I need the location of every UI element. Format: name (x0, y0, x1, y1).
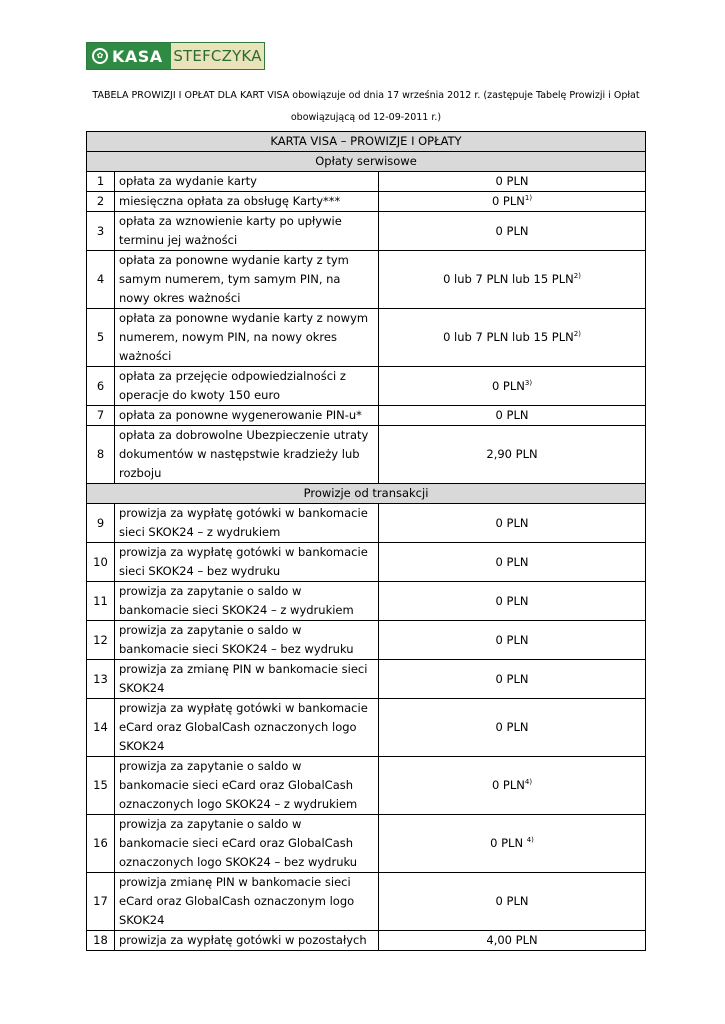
row-value-cell (379, 815, 646, 873)
row-description: opłata za dobrowolne Ubezpieczenie utraty dokumentów w następstwie kradzieży lub rozboju (115, 426, 379, 484)
row-value-cell (379, 543, 646, 582)
row-description: prowizja zmianę PIN w bankomacie sieci eCard oraz GlobalCash oznaczonym logo SKOK24 (115, 873, 379, 931)
row-value-cell (379, 699, 646, 757)
row-number: 11 (87, 582, 115, 621)
row-description: miesięczna opłata za obsługę Karty*** (115, 192, 379, 212)
row-value-cell (379, 212, 646, 251)
row-number: 1 (87, 172, 115, 192)
row-number: 7 (87, 406, 115, 426)
table-row (87, 172, 646, 192)
table-row (87, 309, 646, 367)
footnote-marker: 4) (524, 778, 533, 787)
table-row (87, 815, 646, 873)
row-number: 12 (87, 621, 115, 660)
row-number: 17 (87, 873, 115, 931)
table-row (87, 251, 646, 309)
emblem-icon: ✿ (92, 48, 108, 64)
table-title-row (87, 132, 646, 152)
table-row (87, 504, 646, 543)
row-description: prowizja za zapytanie o saldo w bankomacie sieci SKOK24 – bez wydruku (115, 621, 379, 660)
table-row (87, 192, 646, 212)
section-header-row (87, 152, 646, 172)
row-number: 6 (87, 367, 115, 406)
logo-kasa-text: KASA (112, 46, 163, 66)
row-description: opłata za przejęcie odpowiedzialności z operacje do kwoty 150 euro (115, 367, 379, 406)
section-header-service-fees: Opłaty serwisowe (87, 152, 646, 172)
footnote-marker: 1) (524, 194, 533, 203)
logo-green-part (87, 43, 171, 69)
intro-line-1: TABELA PROWIZJI I OPŁAT DLA KART VISA obowiązuje od dnia 17 września 2012 r. (zastępuje Tabelę Prowizji i Opłat (92, 90, 640, 101)
row-number: 2 (87, 192, 115, 212)
row-number: 18 (87, 931, 115, 951)
table-row (87, 873, 646, 931)
row-value: 0 PLN (495, 593, 529, 608)
fees-table (86, 131, 646, 951)
row-value-cell (379, 192, 646, 212)
row-value: 0 PLN (495, 223, 529, 238)
intro-line-2: obowiązującą od 12-09-2011 r.) (290, 112, 442, 123)
footnote-marker: 4) (526, 836, 534, 845)
row-value: 0 PLN (495, 720, 529, 734)
row-value-cell (379, 367, 646, 406)
row-value-cell (379, 251, 646, 309)
row-value: 0 PLN (491, 194, 525, 208)
row-number: 13 (87, 660, 115, 699)
row-number: 8 (87, 426, 115, 484)
row-number: 10 (87, 543, 115, 582)
row-value: 0 PLN (491, 778, 525, 792)
logo-stefczyka-text: STEFCZYKA (171, 43, 264, 69)
table-title: KARTA VISA – PROWIZJE I OPŁATY (87, 132, 646, 152)
row-value: 0 PLN (495, 632, 529, 647)
section-header-transaction-fees: Prowizje od transakcji (87, 484, 646, 504)
row-value: 0 lub 7 PLN lub 15 PLN (443, 272, 574, 286)
table-row (87, 426, 646, 484)
table-row (87, 757, 646, 815)
row-number: 16 (87, 815, 115, 873)
row-value-cell (379, 582, 646, 621)
table-row (87, 582, 646, 621)
row-value: 0 PLN (495, 554, 529, 569)
row-value-cell (379, 621, 646, 660)
kasa-stefczyka-logo (86, 42, 265, 70)
row-value: 0 PLN (495, 671, 529, 686)
table-row (87, 543, 646, 582)
row-value-cell (379, 504, 646, 543)
row-number: 9 (87, 504, 115, 543)
table-row (87, 931, 646, 951)
row-value: 0 PLN (495, 408, 529, 422)
row-value-cell (379, 931, 646, 951)
row-value: 4,00 PLN (486, 933, 538, 947)
row-value: 0 PLN (491, 378, 525, 393)
row-description: opłata za wznowienie karty po upływie terminu jej ważności (115, 212, 379, 251)
footnote-marker: 3) (524, 378, 533, 387)
row-description: prowizja za wypłatę gotówki w bankomacie eCard oraz GlobalCash oznaczonych logo SKOK24 (115, 699, 379, 757)
row-description: opłata za ponowne wygenerowanie PIN-u* (115, 406, 379, 426)
row-description: prowizja za zapytanie o saldo w bankomacie sieci eCard oraz GlobalCash oznaczonych logo SKOK24 – z wydrukiem (115, 757, 379, 815)
row-number: 14 (87, 699, 115, 757)
row-value: 0 PLN (495, 894, 529, 908)
table-row (87, 406, 646, 426)
table-row (87, 699, 646, 757)
row-number: 3 (87, 212, 115, 251)
row-value-cell (379, 406, 646, 426)
footnote-marker: 2) (573, 330, 581, 339)
section-header-row (87, 484, 646, 504)
row-number: 15 (87, 757, 115, 815)
row-value-cell (379, 757, 646, 815)
row-description: opłata za ponowne wydanie karty z tym samym numerem, tym samym PIN, na nowy okres ważności (115, 251, 379, 309)
row-description: opłata za ponowne wydanie karty z nowym numerem, nowym PIN, na nowy okres ważności (115, 309, 379, 367)
row-value-cell (379, 660, 646, 699)
row-description: opłata za wydanie karty (115, 172, 379, 192)
table-row (87, 367, 646, 406)
row-description: prowizja za wypłatę gotówki w bankomacie sieci SKOK24 – bez wydruku (115, 543, 379, 582)
row-number: 5 (87, 309, 115, 367)
row-description: prowizja za zapytanie o saldo w bankomacie sieci eCard oraz GlobalCash oznaczonych logo SKOK24 – bez wydruku (115, 815, 379, 873)
table-row (87, 621, 646, 660)
table-row (87, 212, 646, 251)
row-description: prowizja za wypłatę gotówki w pozostałych (115, 931, 379, 951)
row-value: 0 lub 7 PLN lub 15 PLN (443, 330, 574, 344)
row-number: 4 (87, 251, 115, 309)
footnote-marker: 2) (573, 272, 581, 281)
row-value: 0 PLN (495, 515, 529, 530)
row-value-cell (379, 873, 646, 931)
row-value: 0 PLN (495, 174, 529, 188)
row-value: 0 PLN (490, 836, 527, 850)
row-description: prowizja za zmianę PIN w bankomacie sieci SKOK24 (115, 660, 379, 699)
row-value-cell (379, 426, 646, 484)
row-value-cell (379, 309, 646, 367)
table-row (87, 660, 646, 699)
row-value-cell (379, 172, 646, 192)
row-description: prowizja za zapytanie o saldo w bankomacie sieci SKOK24 – z wydrukiem (115, 582, 379, 621)
row-description: prowizja za wypłatę gotówki w bankomacie sieci SKOK24 – z wydrukiem (115, 504, 379, 543)
row-value: 2,90 PLN (486, 447, 538, 461)
